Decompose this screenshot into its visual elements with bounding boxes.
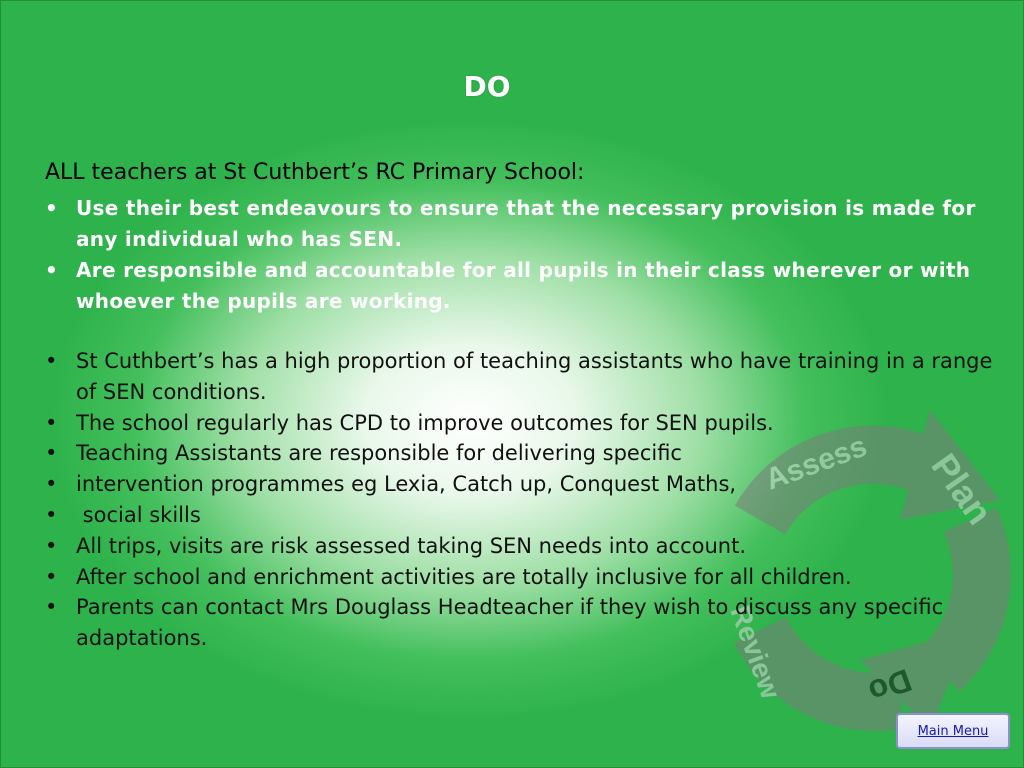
slide-title: DO <box>463 70 511 103</box>
list-item: • After school and enrichment activities are totally inclusive for all children. <box>45 562 995 593</box>
cycle-label-plan: Plan <box>923 446 1001 532</box>
cycle-label-do: Do <box>864 661 917 711</box>
cycle-label-review: Review <box>724 601 787 703</box>
list-item: • Are responsible and accountable for all pupils in their class wherever or with whoever the pupils are working. <box>45 255 995 317</box>
list-item: • Parents can contact Mrs Douglass Headteacher if they wish to discuss any specific adaptations. <box>45 592 995 654</box>
section-heading: ALL teachers at St Cuthbert’s RC Primary School: <box>45 160 585 185</box>
list-item: • Teaching Assistants are responsible for delivering specific <box>45 438 995 469</box>
school-provision-list <box>45 346 995 654</box>
main-menu-button[interactable]: Main Menu <box>896 713 1010 749</box>
list-item: • All trips, visits are risk assessed taking SEN needs into account. <box>45 531 995 562</box>
cycle-label-assess: Assess <box>761 429 872 497</box>
list-item: • St Cuthbert’s has a high proportion of teaching assistants who have training in a range of SEN conditions. <box>45 346 995 408</box>
list-item: • Use their best endeavours to ensure that the necessary provision is made for any individual who has SEN. <box>45 193 995 255</box>
list-item: • social skills <box>45 500 995 531</box>
teacher-responsibilities-list <box>45 193 995 317</box>
list-item: • intervention programmes eg Lexia, Catch up, Conquest Maths, <box>45 469 995 500</box>
list-item: • The school regularly has CPD to improve outcomes for SEN pupils. <box>45 408 995 439</box>
